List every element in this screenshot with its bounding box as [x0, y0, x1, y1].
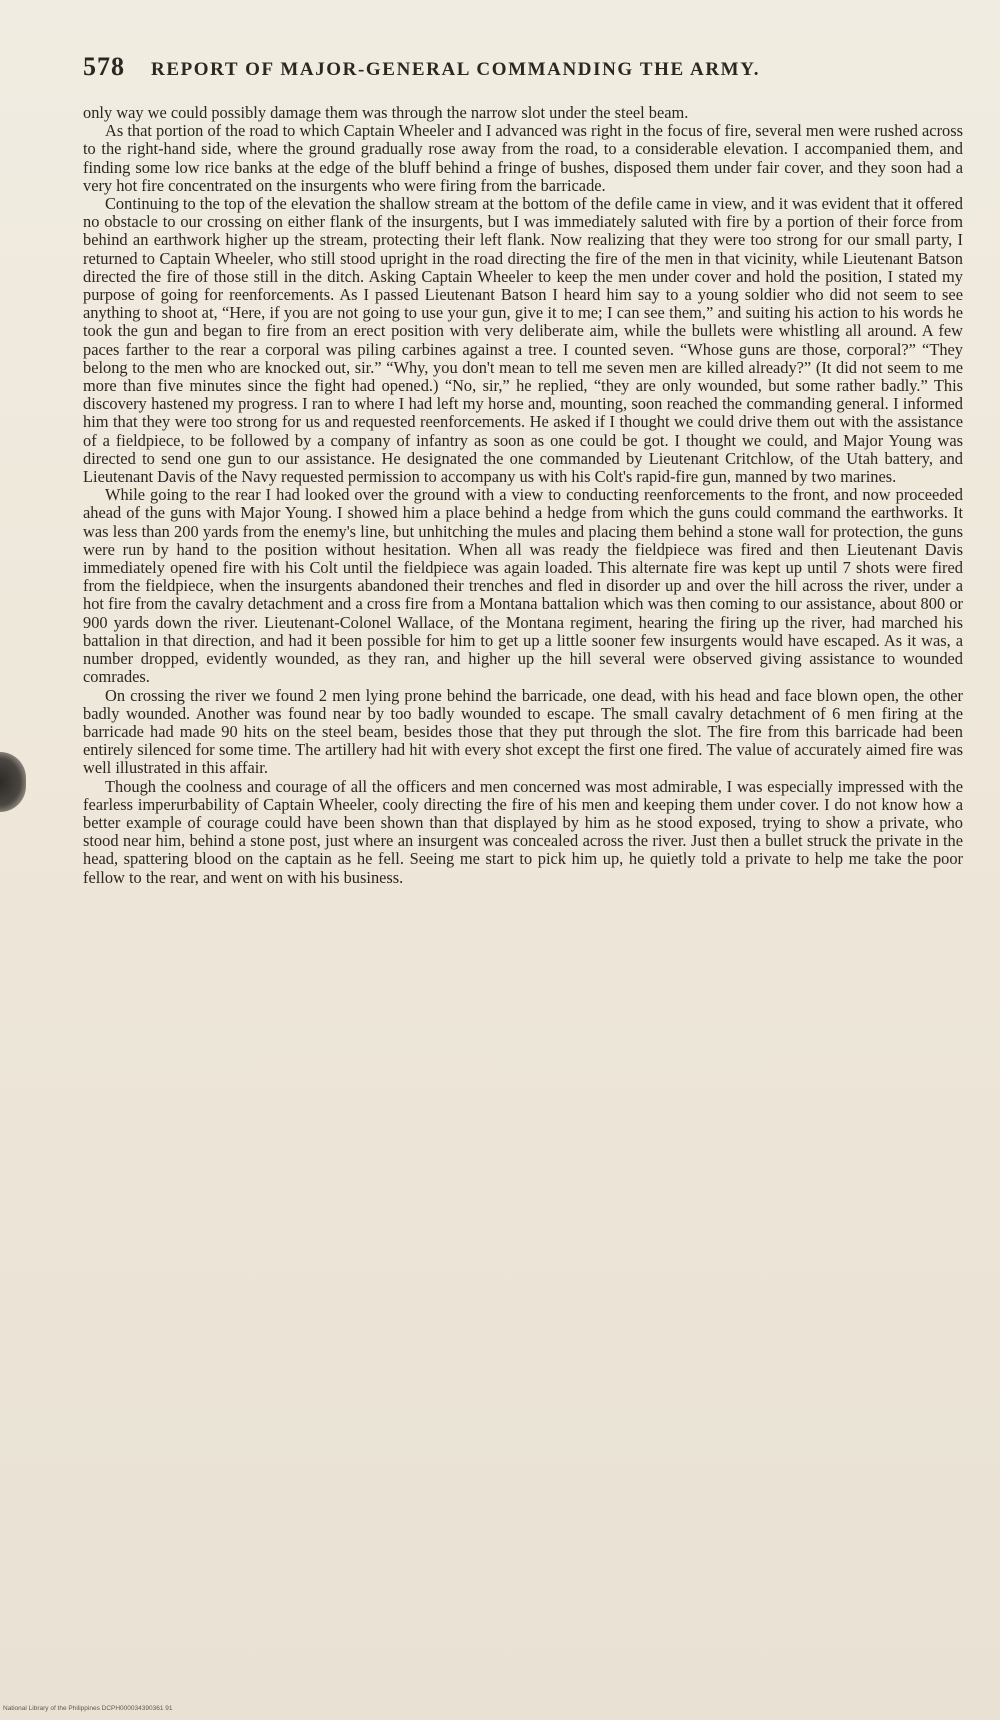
paragraph-continued: only way we could possibly damage them was through the narrow slot under the steel beam.	[83, 103, 689, 122]
page-number: 578	[83, 52, 125, 81]
body-text	[83, 104, 963, 887]
paragraph: On crossing the river we found 2 men lying prone behind the barricade, one dead, with his head and face blown open, the other badly wounded. Another was found near by too badly wounded to escape. The small cavalry detachment of 6 men firing at the barricade had made 90 hits on the steel beam, besides those that they put through the slot. The fire from this barricade had been entirely silenced for some time. The artillery had hit with every shot except the first one fired. The value of accurately aimed fire was well illustrated in this affair.	[83, 685, 963, 778]
digitization-credit: National Library of the Philippines DCPH000034390361 91	[3, 1705, 173, 1712]
paragraph: While going to the rear I had looked over the ground with a view to conducting reenforcements to the front, and now proceeded ahead of the guns with Major Young. I showed him a place behind a hedge from which the guns could command the earthworks. It was less than 200 yards from the enemy's line, but unhitching the mules and placing them behind a stone wall for protection, the guns were run by hand to the position without hesitation. When all was ready the fieldpiece was fired and then Lieutenant Davis immediately opened fire with his Colt until the fieldpiece was again loaded. This alternate fire was kept up until 7 shots were fired from the fieldpiece, when the insurgents abandoned their trenches and fled in disorder up and over the hill across the river, under a hot fire from the cavalry detachment and a cross fire from a Montana battalion which was then coming to our assistance, about 800 or 900 yards down the river. Lieutenant-Colonel Wallace, of the Montana regiment, hearing the firing up the river, had marched his battalion in that direction, and had it been possible for him to get up a little sooner few insurgents would have escaped. As it was, a number dropped, evidently wounded, as they ran, and higher up the hill several were observed giving assistance to wounded comrades.	[83, 485, 963, 687]
paragraph: As that portion of the road to which Captain Wheeler and I advanced was right in the focus of fire, several men were rushed across to the right-hand side, where the ground gradually rose away from the road, to a considerable elevation. I accompanied them, and finding some low rice banks at the edge of the bluff behind a fringe of bushes, disposed them under fair cover, and they soon had a very hot fire concentrated on the insurgents who were firing from the barricade.	[83, 121, 963, 195]
paragraph: Continuing to the top of the elevation the shallow stream at the bottom of the defile came in view, and it was evident that it offered no obstacle to our crossing on either flank of the insurgents, but I was immediately saluted with fire by a portion of their force from behind an earthwork higher up the stream, protecting their left flank. Now realizing that they were too strong for our small party, I returned to Captain Wheeler, who still stood upright in the road directing the fire of the men in that vicinity, while Lieutenant Batson directed the fire of those still in the ditch. Asking Captain Wheeler to keep the men under cover and hold the position, I stated my purpose of going for reenforcements. As I passed Lieutenant Batson I heard him say to a young soldier who did not seem to see anything to shoot at, “Here, if you are not going to use your gun, give it to me; I can see them,” and suiting his action to his words he took the gun and began to fire from an erect position with very deliberate aim, while the bullets were whistling all around. A few paces farther to the rear a corporal was piling carbines against a tree. I counted seven. “Whose guns are those, corporal?” “They belong to the men who are knocked out, sir.” “Why, you don't mean to tell me seven men are killed already?” (It did not seem to me more than five minutes since the fight had opened.) “No, sir,” he replied, “they are only wounded, but some rather badly.” This discovery hastened my progress. I ran to where I had left my horse and, mounting, soon reached the commanding general. I informed him that they were too strong for us and requested reenforcements. He asked if I thought we could drive them out with the assistance of a fieldpiece, to be followed by a company of infantry as soon as one could be got. I thought we could, and Major Young was directed to send one gun to our assistance. He designated the one commanded by Lieutenant Critchlow, of the Utah battery, and Lieutenant Davis of the Navy requested permission to accompany us with his Colt's rapid-fire gun, manned by two marines.	[83, 194, 963, 487]
page-header	[83, 52, 913, 92]
binding-shadow	[0, 752, 26, 812]
paragraph: Though the coolness and courage of all the officers and men concerned was most admirable, I was especially impressed with the fearless imperurbability of Captain Wheeler, cooly directing the fire of his men and keeping them under cover. I do not know how a better example of courage could have been shown than that displayed by him as he stood exposed, trying to show a private, who stood near him, behind a stone post, just where an insurgent was concealed across the river. Just then a bullet struck the private in the head, spattering blood on the captain as he fell. Seeing me start to pick him up, he quietly told a private to help me take the poor fellow to the rear, and went on with his business.	[83, 776, 963, 887]
running-head: REPORT OF MAJOR-GENERAL COMMANDING THE ARMY.	[151, 59, 761, 80]
